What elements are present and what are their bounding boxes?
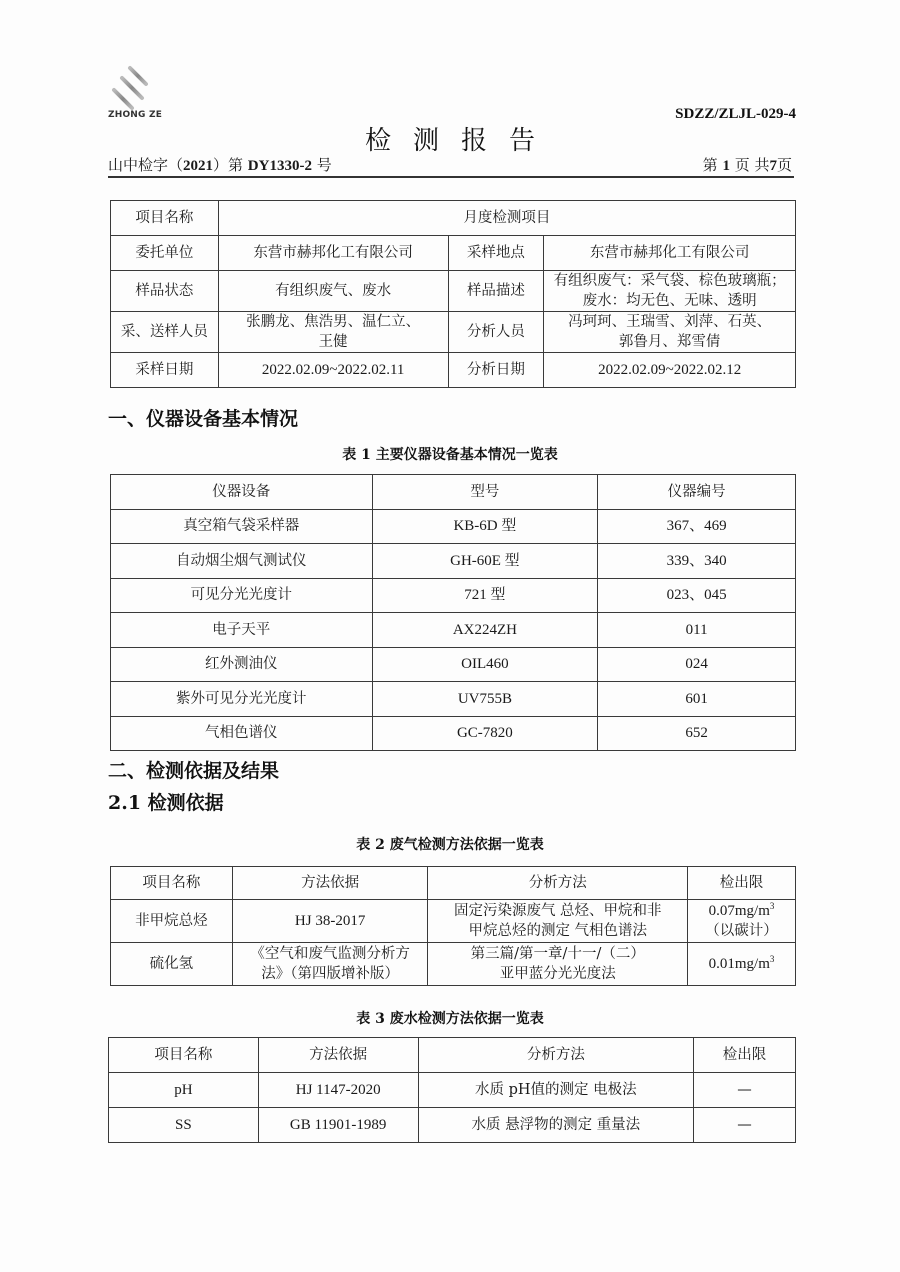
sample-desc-label: 样品描述 [448, 271, 544, 312]
table-row [111, 236, 796, 271]
table-row [111, 716, 796, 751]
method-basis [232, 943, 428, 986]
analysis-method [428, 900, 688, 943]
sampling-site-value: 东营市赫邦化工有限公司 [544, 236, 796, 271]
analysis-date-label: 分析日期 [448, 353, 544, 388]
instrument-number: 023、045 [598, 578, 796, 613]
table-row [111, 613, 796, 648]
limit-number: 0.07mg/m [708, 903, 770, 919]
document-code: SDZZ/ZLJL-029-4 [675, 106, 796, 122]
table-row [111, 201, 796, 236]
instrument-number: 024 [598, 647, 796, 682]
table-row [111, 578, 796, 613]
table-row [111, 271, 796, 312]
sample-desc-value [544, 271, 796, 312]
samplers-line: 王健 [318, 334, 348, 350]
column-header: 仪器设备 [111, 475, 373, 510]
limit-note: （以碳计） [705, 923, 778, 939]
instrument-name: 气相色谱仪 [111, 716, 373, 751]
item-name: SS [109, 1108, 259, 1143]
table-row [111, 312, 796, 353]
table-row [111, 353, 796, 388]
ref-suffix: 号 [311, 156, 332, 174]
samplers-line: 张鹏龙、焦浩男、温仁立、 [246, 314, 421, 330]
section-heading: 一、仪器设备基本情况 [108, 408, 299, 430]
analysis-method: 水质 悬浮物的测定 重量法 [418, 1108, 694, 1143]
detection-limit: — [694, 1073, 796, 1108]
column-header: 方法依据 [232, 867, 428, 900]
column-header: 检出限 [694, 1038, 796, 1073]
method-line: 第三篇/第一章/十一/（二） [470, 946, 645, 962]
sample-status-value: 有组织废气、废水 [218, 271, 448, 312]
ref-prefix: 山中检字（ [108, 156, 184, 174]
subsection-heading: 2.1 检测依据 [108, 792, 224, 814]
page-total: 7 [769, 158, 777, 174]
instrument-model: AX224ZH [372, 613, 598, 648]
client-value: 东营市赫邦化工有限公司 [218, 236, 448, 271]
instrument-name: 可见分光光度计 [111, 578, 373, 613]
instrument-table [110, 474, 796, 751]
limit-number: 0.01mg/m [708, 956, 770, 972]
instrument-model: UV755B [372, 682, 598, 717]
analysts-label: 分析人员 [448, 312, 544, 353]
instrument-number: 367、469 [598, 509, 796, 544]
limit-value [692, 901, 791, 921]
page-suffix: 页 [776, 156, 792, 174]
method-line: 亚甲蓝分光光度法 [499, 966, 616, 982]
method-line: 甲烷总烃的测定 气相色谱法 [468, 923, 648, 939]
instrument-name: 自动烟尘烟气测试仪 [111, 544, 373, 579]
item-name: 非甲烷总烃 [111, 900, 233, 943]
table-row [111, 509, 796, 544]
column-header: 分析方法 [418, 1038, 694, 1073]
ref-number: DY1330-2 [247, 158, 312, 174]
method-basis: HJ 1147-2020 [258, 1073, 418, 1108]
instrument-model: KB-6D 型 [372, 509, 598, 544]
table-header-row [111, 867, 796, 900]
analysts-line: 冯珂珂、王瑞雪、刘萍、石英、 [568, 314, 772, 330]
logo-text: ZHONG ZE [108, 110, 163, 120]
basis-line: 法》（第四版增补版） [261, 966, 399, 982]
table-row [111, 647, 796, 682]
page-mid: 页 共 [729, 156, 770, 174]
analysts-line: 郭鲁月、郑雪倩 [618, 334, 721, 350]
instrument-number: 652 [598, 716, 796, 751]
page-prefix: 第 [702, 156, 723, 174]
instrument-number: 601 [598, 682, 796, 717]
detection-limit [688, 900, 796, 943]
instrument-model: GC-7820 [372, 716, 598, 751]
table-caption: 表 1 主要仪器设备基本情况一览表 [342, 447, 558, 463]
column-header: 项目名称 [111, 867, 233, 900]
method-basis: GB 11901-1989 [258, 1108, 418, 1143]
limit-exponent: 3 [769, 954, 775, 964]
table-caption: 表 3 废水检测方法依据一览表 [356, 1011, 544, 1027]
item-name: pH [109, 1073, 259, 1108]
section-heading: 二、检测依据及结果 [108, 760, 280, 782]
waste-water-method-table [108, 1037, 796, 1143]
detection-limit: — [694, 1108, 796, 1143]
sampling-site-label: 采样地点 [448, 236, 544, 271]
instrument-model: GH-60E 型 [372, 544, 598, 579]
sample-desc-line: 废水：均无色、无味、透明 [582, 293, 757, 309]
table-row [109, 1108, 796, 1143]
instrument-number: 011 [598, 613, 796, 648]
analysts-value [544, 312, 796, 353]
column-header: 方法依据 [258, 1038, 418, 1073]
column-header: 检出限 [688, 867, 796, 900]
limit-exponent: 3 [769, 901, 775, 911]
ref-year: 2021 [183, 158, 214, 174]
project-name-value: 月度检测项目 [218, 201, 795, 236]
table-row [111, 682, 796, 717]
table-caption: 表 2 废气检测方法依据一览表 [356, 837, 544, 853]
instrument-model: 721 型 [372, 578, 598, 613]
instrument-name: 电子天平 [111, 613, 373, 648]
method-line: 固定污染源废气 总烃、甲烷和非 [453, 903, 662, 919]
table-row [111, 544, 796, 579]
client-label: 委托单位 [111, 236, 219, 271]
ref-mid: ）第 [213, 156, 248, 174]
table-row [111, 943, 796, 986]
column-header: 项目名称 [109, 1038, 259, 1073]
analysis-date-value: 2022.02.09~2022.02.12 [544, 353, 796, 388]
samplers-value [218, 312, 448, 353]
detection-limit [688, 943, 796, 986]
project-name-label: 项目名称 [111, 201, 219, 236]
sampling-date-label: 采样日期 [111, 353, 219, 388]
instrument-name: 红外测油仪 [111, 647, 373, 682]
project-info-table [110, 200, 796, 388]
column-header: 分析方法 [428, 867, 688, 900]
page-indicator [703, 154, 792, 175]
table-row [111, 900, 796, 943]
sampling-date-value: 2022.02.09~2022.02.11 [218, 353, 448, 388]
method-basis: HJ 38-2017 [232, 900, 428, 943]
document-title: 检测报告 [364, 126, 557, 156]
analysis-method: 水质 pH值的测定 电极法 [418, 1073, 694, 1108]
basis-line: 《空气和废气监测分析方 [250, 946, 410, 962]
column-header: 型号 [372, 475, 598, 510]
instrument-name: 真空箱气袋采样器 [111, 509, 373, 544]
table-row [109, 1073, 796, 1108]
reference-line [108, 154, 794, 178]
sample-status-label: 样品状态 [111, 271, 219, 312]
analysis-method [428, 943, 688, 986]
waste-gas-method-table [110, 866, 796, 986]
table-header-row [111, 475, 796, 510]
sample-desc-line: 有组织废气：采气袋、棕色玻璃瓶； [553, 273, 786, 289]
table-header-row [109, 1038, 796, 1073]
samplers-label: 采、送样人员 [111, 312, 219, 353]
report-number [108, 154, 332, 175]
instrument-number: 339、340 [598, 544, 796, 579]
page-current: 1 [722, 158, 730, 174]
item-name: 硫化氢 [111, 943, 233, 986]
instrument-name: 紫外可见分光光度计 [111, 682, 373, 717]
column-header: 仪器编号 [598, 475, 796, 510]
zhongze-logo-icon [108, 64, 160, 116]
instrument-model: OIL460 [372, 647, 598, 682]
